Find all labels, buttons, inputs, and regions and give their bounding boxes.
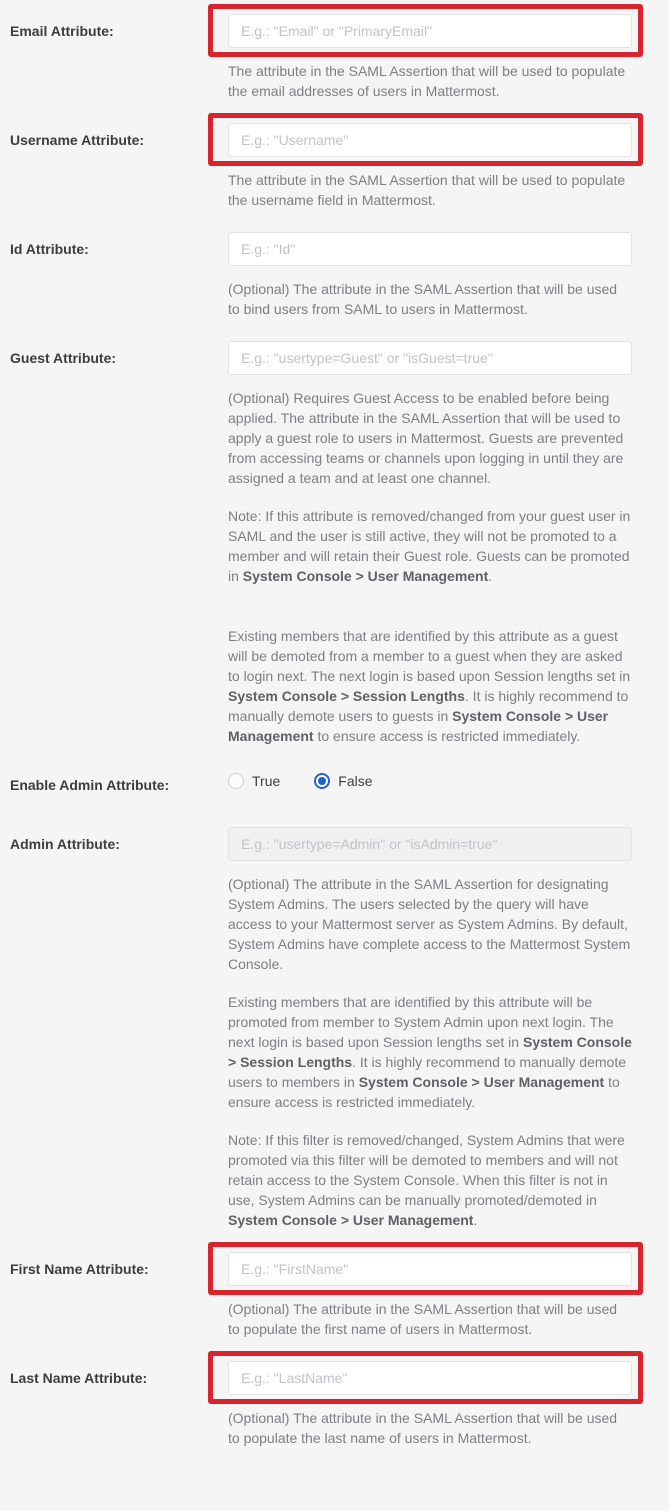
field-label-guest-attribute: Guest Attribute: <box>10 350 117 366</box>
field-content-guest-attribute <box>228 341 632 746</box>
help-paragraph <box>228 874 632 974</box>
help-text-segment: The attribute in the SAML Assertion that will be used to populate the username field in Mattermost. <box>228 172 626 208</box>
field-inputwrap-last-name-attribute <box>228 1361 632 1395</box>
field-label-last-name-attribute: Last Name Attribute: <box>10 1370 148 1386</box>
field-inputwrap-username-attribute <box>228 123 632 157</box>
radio-unselected-icon <box>228 773 244 789</box>
help-text-segment: (Optional) The attribute in the SAML Assertion that will be used to bind users from SAML to users in Mattermost. <box>228 281 618 317</box>
field-group-last-name-attribute <box>0 1361 669 1448</box>
field-help-admin-attribute <box>228 874 632 1230</box>
help-paragraph <box>228 992 632 1112</box>
help-text-segment: The attribute in the SAML Assertion that will be used to populate the email addresses of users in Mattermost. <box>228 63 626 99</box>
field-content-admin-attribute <box>228 827 632 1230</box>
field-inputwrap-guest-attribute <box>228 341 632 375</box>
field-help-guest-attribute <box>228 388 632 746</box>
radio-label-false: False <box>338 773 373 789</box>
help-bold-text: System Console > Session Lengths <box>228 1034 632 1070</box>
field-input-first-name-attribute[interactable] <box>228 1252 632 1286</box>
help-bold-text: System Console > User Management <box>228 708 609 744</box>
help-paragraph <box>228 388 632 488</box>
field-input-email-attribute[interactable] <box>228 14 632 48</box>
help-text-segment: Note: If this filter is removed/changed, System Admins that were promoted via this filter will be demoted to members and will not retain access to the System Console. When this filter is not in use, System Admins can be manually promoted/demoted in <box>228 1132 625 1208</box>
field-group-username-attribute <box>0 123 669 210</box>
help-text-segment: Existing members that are identified by this attribute as a guest will be demoted from a member to a guest when they are asked to login next. The next login is based upon Session lengths set in <box>228 628 631 684</box>
help-paragraph <box>228 279 632 319</box>
help-text-segment: . <box>488 568 493 584</box>
help-text-segment: . It is highly recommend to manually demote users to guests in <box>228 688 629 724</box>
help-bold-text: System Console > User Management <box>228 1212 474 1228</box>
field-inputwrap-admin-attribute <box>228 827 632 861</box>
help-paragraph <box>228 1299 632 1339</box>
field-inputwrap-first-name-attribute <box>228 1252 632 1286</box>
field-input-guest-attribute[interactable] <box>228 341 632 375</box>
field-label-admin-attribute: Admin Attribute: <box>10 836 120 852</box>
field-help-id-attribute <box>228 279 632 319</box>
help-bold-text: System Console > User Management <box>242 568 489 584</box>
help-text-segment: (Optional) The attribute in the SAML Assertion that will be used to populate the last name of users in Mattermost. <box>228 1410 618 1446</box>
help-paragraph <box>228 626 632 746</box>
help-text-segment: . <box>473 1212 478 1228</box>
field-inputwrap-email-attribute <box>228 14 632 48</box>
help-paragraph <box>228 1130 632 1230</box>
field-group-first-name-attribute <box>0 1252 669 1339</box>
help-bold-text: System Console > User Management <box>358 1074 605 1090</box>
field-content-last-name-attribute <box>228 1361 632 1448</box>
field-content-first-name-attribute <box>228 1252 632 1339</box>
field-input-username-attribute[interactable] <box>228 123 632 157</box>
field-content-username-attribute <box>228 123 632 210</box>
help-text-segment: Existing members that are identified by this attribute will be promoted from member to System Admin upon next login. The next login is based upon Session lengths set in <box>228 994 614 1050</box>
field-input-admin-attribute[interactable] <box>228 827 632 861</box>
field-label-id-attribute: Id Attribute: <box>10 241 89 257</box>
help-text-segment: (Optional) The attribute in the SAML Assertion that will be used to populate the first name of users in Mattermost. <box>228 1301 618 1337</box>
field-help-email-attribute <box>228 61 632 101</box>
field-content-email-attribute <box>228 14 632 101</box>
help-paragraph <box>228 1408 632 1448</box>
help-bold-text: System Console > Session Lengths <box>228 688 465 704</box>
radio-option-true[interactable] <box>228 773 280 789</box>
field-group-id-attribute <box>0 232 669 319</box>
radio-label-true: True <box>252 773 281 789</box>
help-paragraph <box>228 61 632 101</box>
field-label-enable-admin-attribute: Enable Admin Attribute: <box>10 777 170 793</box>
field-help-last-name-attribute <box>228 1408 632 1448</box>
help-text-segment: Note: If this attribute is removed/changed from your guest user in SAML and the user is still active, they will not be promoted to a member and will retain their Guest role. Guests can be promoted in <box>228 508 631 584</box>
help-text-segment: . It is highly recommend to manually demote users to members in <box>228 1054 626 1090</box>
field-content-id-attribute <box>228 232 632 319</box>
field-group-guest-attribute <box>0 341 669 746</box>
field-input-id-attribute[interactable] <box>228 232 632 266</box>
field-content-enable-admin-attribute <box>228 768 632 789</box>
radio-option-false[interactable] <box>314 773 372 789</box>
field-input-last-name-attribute[interactable] <box>228 1361 632 1395</box>
help-text-segment: (Optional) Requires Guest Access to be enabled before being applied. The attribute in the SAML Assertion that will be used to apply a guest role to users in Mattermost. Guests are prevented from accessing teams or channels upon logging in until they are assigned a team and at least one channel. <box>228 390 624 486</box>
help-text-segment: to ensure access is restricted immediately. <box>313 728 581 744</box>
help-text-segment: (Optional) The attribute in the SAML Assertion for designating System Admins. The users selected by the query will have access to your Mattermost server as System Admins. By default, System Admins have complete access to the Mattermost System Console. <box>228 876 631 972</box>
field-label-username-attribute: Username Attribute: <box>10 132 145 148</box>
help-text-segment: to ensure access is restricted immediately. <box>228 1074 620 1110</box>
field-label-first-name-attribute: First Name Attribute: <box>10 1261 149 1277</box>
radio-selected-icon <box>314 773 330 789</box>
help-paragraph <box>228 170 632 210</box>
field-inputwrap-id-attribute <box>228 232 632 266</box>
field-group-enable-admin-attribute <box>0 768 669 795</box>
field-group-email-attribute <box>0 14 669 101</box>
field-group-admin-attribute <box>0 827 669 1230</box>
radio-row-enable-admin-attribute <box>228 768 632 789</box>
field-help-username-attribute <box>228 170 632 210</box>
help-paragraph <box>228 506 632 586</box>
field-label-email-attribute: Email Attribute: <box>10 23 114 39</box>
field-help-first-name-attribute <box>228 1299 632 1339</box>
